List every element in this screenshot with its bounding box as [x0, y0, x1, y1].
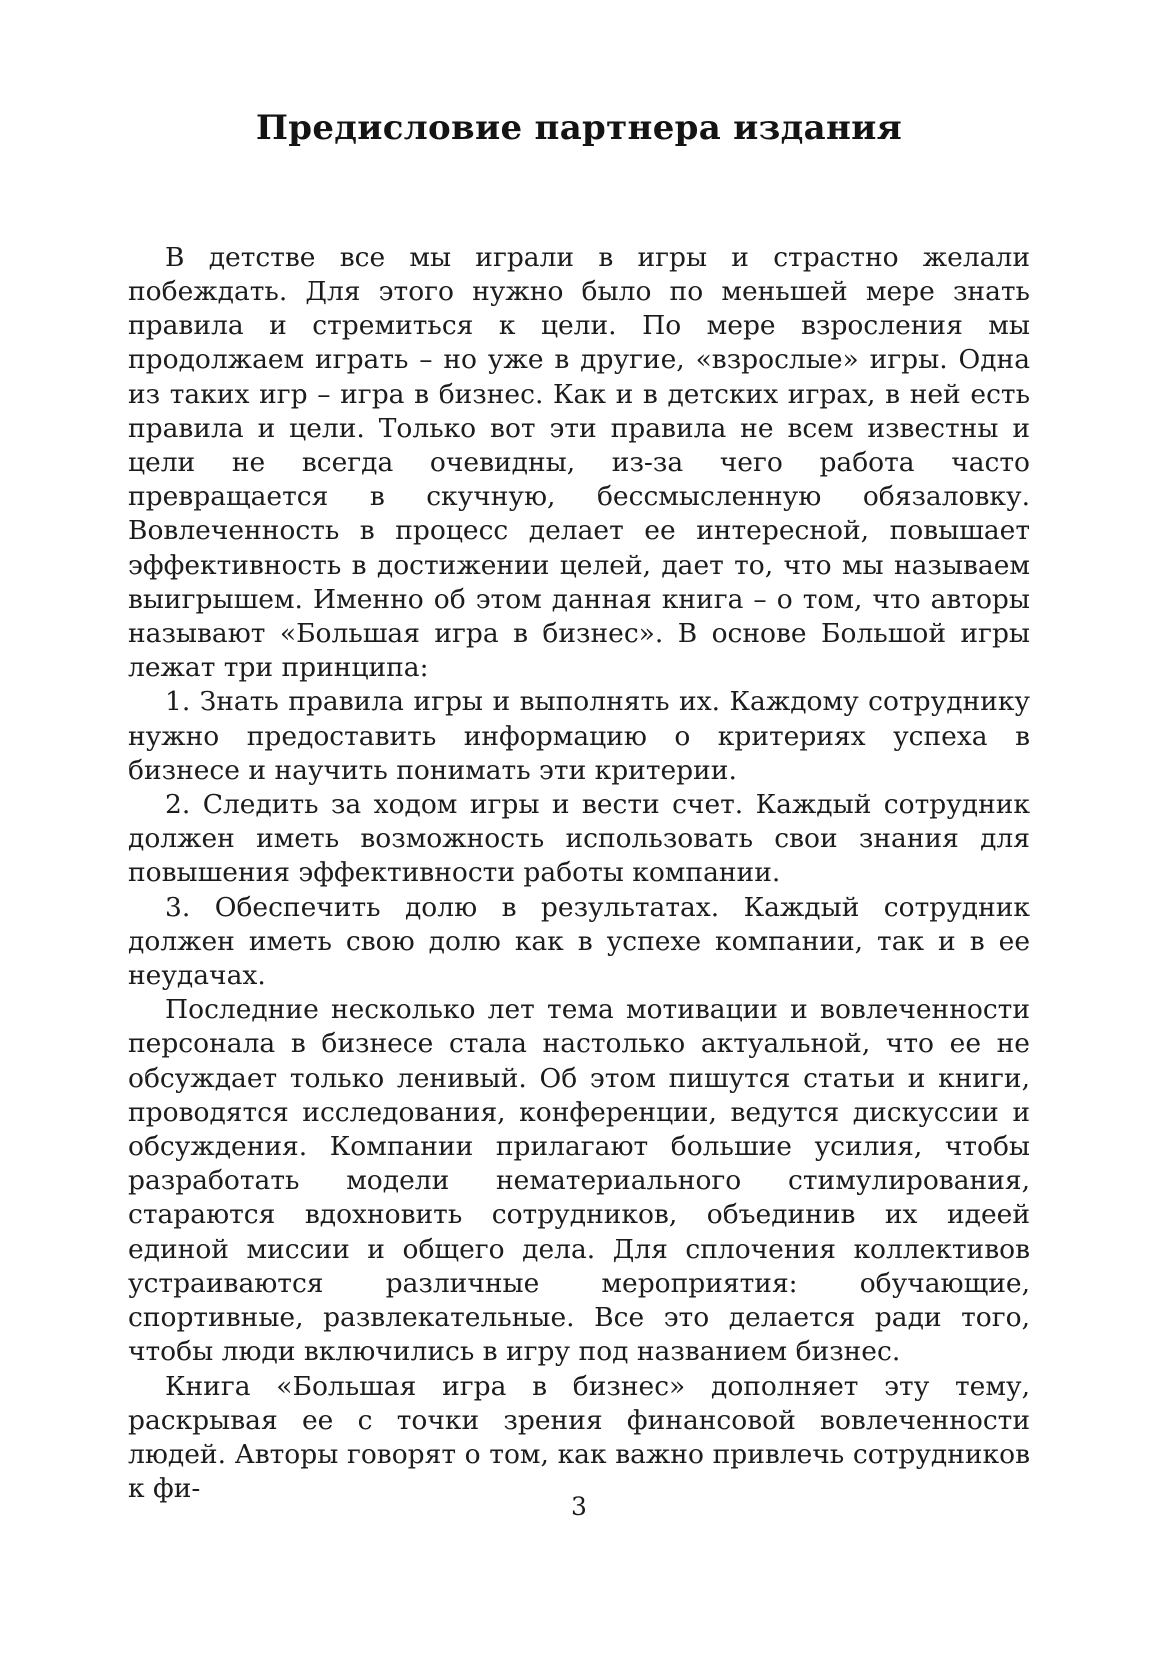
- paragraph-intro: В детстве все мы играли в игры и страстно желали побеждать. Для этого нужно было по меньшей мере знать правила и стремиться к цели. По мере взросления мы продолжаем играть – но уже в другие, «взрослые» игры. Одна из таких игр – игра в бизнес. Как и в детских играх, в ней есть правила и цели. Только вот эти правила не всем известны и цели не всегда очевидны, из-за чего работа часто превращается в скучную, бессмысленную обязаловку. Вовлеченность в процесс делает ее интересной, повышает эффективность в достижении целей, дает то, что мы называем выигрышем. Именно об этом данная книга – о том, что авторы называют «Большая игра в бизнес». В основе Большой игры лежат три принципа:: [128, 241, 1030, 684]
- paragraph-principle-1: 1. Знать правила игры и выполнять их. Каждому сотруднику нужно предоставить информацию о критериях успеха в бизнесе и научить понимать эти критерии.: [128, 686, 1030, 786]
- paragraph-principle-2: 2. Следить за ходом игры и вести счет. Каждый сотрудник должен иметь возможность использовать свои знания для повышения эффективности работы компании.: [128, 789, 1030, 889]
- paragraph-principle-3: 3. Обеспечить долю в результатах. Каждый сотрудник должен иметь свою долю как в успехе компании, так и в ее неудачах.: [128, 891, 1030, 992]
- body-text: [128, 241, 1030, 1507]
- page-title: Предисловие партнера издания: [255, 108, 903, 148]
- paragraph-motivation: Последние несколько лет тема мотивации и вовлеченности персонала в бизнесе стала настолько актуальной, что ее не обсуждает только ленивый. Об этом пишутся статьи и книги, проводятся исследования, конференции, ведутся дискуссии и обсуждения. Компании прилагают большие усилия, чтобы разработать модели нематериального стимулирования, стараются вдохновить сотрудников, объединив их идеей единой миссии и общего дела. Для сплочения коллективов устраиваются различные мероприятия: обучающие, спортивные, развлекательные. Все это делается ради того, чтобы люди включились в игру под названием бизнес.: [128, 994, 1030, 1368]
- page-number: 3: [571, 1492, 587, 1521]
- paragraph-book-theme: Книга «Большая игра в бизнес» дополняет эту тему, раскрывая ее с точки зрения финансовой вовлеченности людей. Авторы говорят о том, как важно привлечь сотрудников к фи-: [128, 1370, 1030, 1505]
